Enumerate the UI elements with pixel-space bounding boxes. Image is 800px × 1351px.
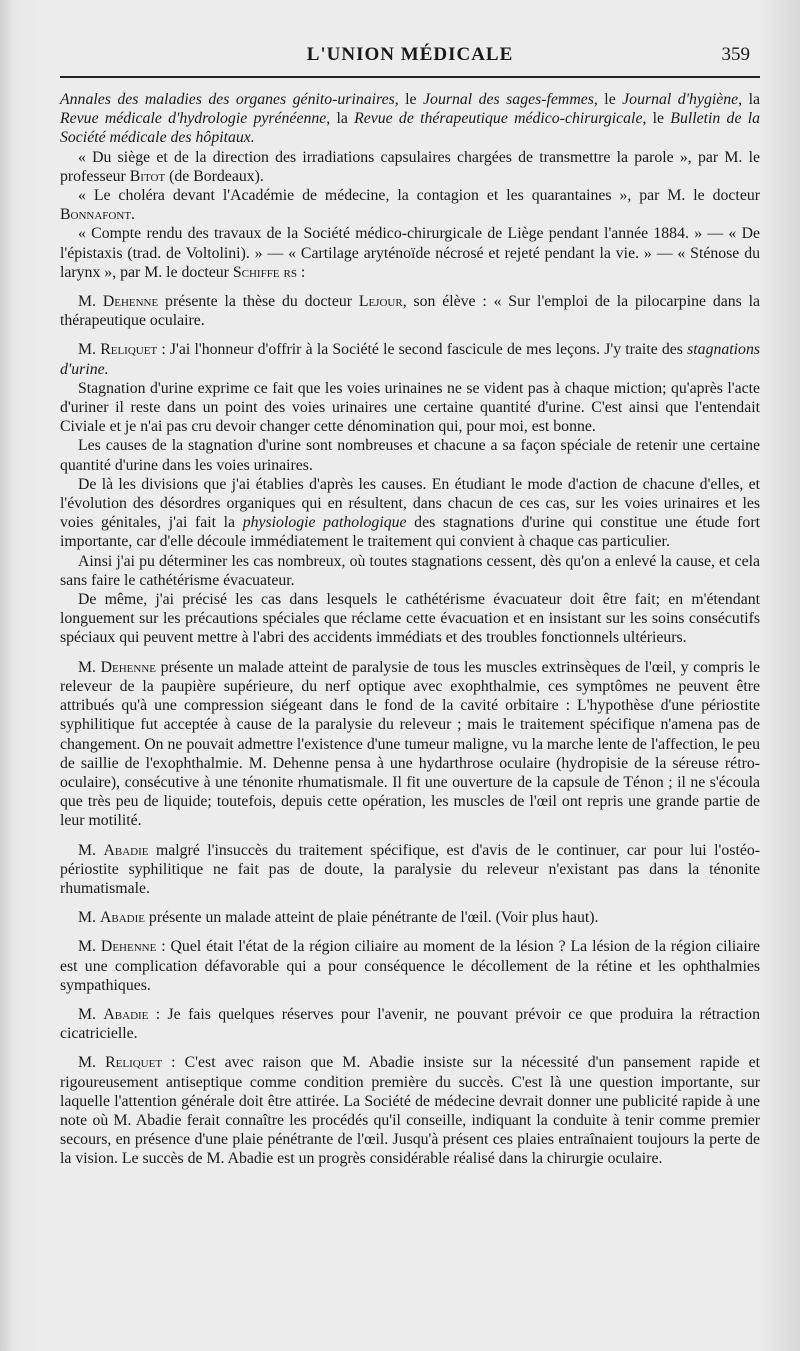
text-run: M. bbox=[78, 658, 101, 676]
text-run: : Quel était l'état de la région ciliaire au moment de la lésion ? La lésion de la région ciliaire est une complication défavorable qui a pour conséquence le décollement de la rétine et les ophthalmies sympathiques. bbox=[60, 938, 760, 994]
text-run: M. bbox=[78, 293, 103, 311]
text-run: « Du siège et de la direction des irradiations capsulaires chargées de transmettre la parole », par M. le professeur bbox=[60, 148, 760, 185]
speaker-name: Schiffe rs bbox=[232, 263, 297, 281]
italic-text: Annales des maladies des organes génito-urinaires bbox=[60, 91, 395, 108]
article-body bbox=[60, 90, 760, 1169]
paragraph bbox=[60, 475, 760, 552]
paragraph bbox=[60, 186, 760, 224]
paragraph bbox=[60, 937, 760, 995]
text-run: . bbox=[131, 206, 135, 224]
text-run: De même, j'ai précisé les cas dans lesquels le cathétérisme évacuateur doit être fait; en m'étendant longuement sur les précautions spéciales que réclame cette évacuation et en insistant sur les soins consécutifs spéciaux qui peuvent mettre à l'abri des accidents immédiats et des troubles fonctionnels ultérieurs. bbox=[60, 591, 760, 647]
text-run: Les causes de la stagnation d'urine sont nombreuses et chacune a sa façon spéciale de retenir une certaine quantité d'urine dans les voies urinaires. bbox=[60, 437, 760, 474]
text-run: (de Bordeaux). bbox=[165, 167, 264, 185]
text-run: , le bbox=[394, 91, 424, 108]
text-run: « Le choléra devant l'Académie de médecine, la contagion et les quarantaines », par M. le docteur bbox=[78, 187, 760, 205]
paragraph bbox=[60, 340, 760, 378]
speaker-name: Reliquet bbox=[100, 341, 158, 359]
text-run: malgré l'insuccès du traitement spécifique, est d'avis de le continuer, car pour lui l'ostéo-périostite syphilitique ne fait pas de doute, la paralysie du releveur n'existant pas dans la ténonite rhumatismale. bbox=[60, 841, 761, 897]
italic-text: Revue de thérapeutique médico-chirurgicale bbox=[354, 110, 643, 128]
paragraph bbox=[60, 552, 760, 590]
text-run: M. bbox=[78, 909, 100, 927]
text-run: : C'est avec raison que M. Abadie insiste sur la nécessité d'un pansement rapide et rigoureusement antiseptique comme condition première du succès. C'est là une question importante, sur laquelle l'attention générale doit être attirée. La Société de médecine devrait donner une publicité rapide à une note où M. Abadie ferait connaître les procédés qu'il conseille, indiquant la conduite à tenir comme premier secours, en présence d'une plaie pénétrante de l'œil. Jusqu'à présent ces plaies entraînaient toujours la perte de la vision. Le succès de M. Abadie est un progrès considérable réalisé dans la chirurgie oculaire. bbox=[60, 1054, 760, 1168]
text-run: M. bbox=[78, 841, 104, 859]
text-run: , le bbox=[593, 91, 623, 108]
paragraph bbox=[60, 908, 760, 927]
paragraph bbox=[60, 224, 760, 282]
speaker-name: Reliquet bbox=[105, 1054, 163, 1072]
speaker-name: Dehenne bbox=[100, 658, 156, 676]
text-run: : J'ai l'honneur d'offrir à la Société le second fascicule de mes leçons. J'y traite des bbox=[157, 341, 688, 359]
paragraph bbox=[60, 590, 760, 648]
speaker-name: Bonnafont bbox=[60, 206, 132, 224]
paragraph bbox=[60, 658, 760, 831]
text-run: présente un malade atteint de paralysie de tous les muscles extrinsèques de l'œil, y compris le releveur de la paupière supérieure, du nerf optique avec exophthalmie, ces symptômes ne peuvent être attribués qu'à une compression siégeant dans le fond de la cavité orbitaire : L'hypothèse d'une périostite syphilitique fut acceptée à cause de la paralysie du releveur ; mais le traitement spécifique n'amena pas de changement. On ne pouvait admettre l'existence d'une tumeur maligne, vu la marche lente de l'affection, le peu de saillie de l'exophthalmie. M. Dehenne pensa à une hydarthrose oculaire (hydropisie de la séreuse rétro-oculaire), consécutive à une ténonite rhumatismale. Il fit une ouverture de la capsule de Ténon ; il ne s'écoula que très peu de liquide; toutefois, depuis cette opération, les muscles de l'œil ont repris une grande partie de leur motilité. bbox=[60, 658, 760, 830]
text-run: présente un malade atteint de plaie pénétrante de l'œil. (Voir plus haut). bbox=[144, 909, 599, 927]
italic-text: physiologie pathologique bbox=[242, 514, 407, 532]
paragraph bbox=[60, 1053, 760, 1168]
text-run: : bbox=[296, 263, 306, 281]
italic-text: stagnations d'urine. bbox=[60, 341, 760, 378]
speaker-name: Abadie bbox=[103, 1005, 149, 1023]
text-run: présente la thèse du docteur bbox=[158, 293, 359, 311]
speaker-name: Dehenne bbox=[102, 293, 159, 311]
text-run: , son élève : « Sur l'emploi de la pilocarpine dans la thérapeutique oculaire. bbox=[60, 293, 760, 330]
text-run: , la bbox=[326, 110, 355, 128]
speaker-name: Abadie bbox=[99, 909, 145, 927]
text-run: M. bbox=[78, 341, 101, 359]
text-run: M. bbox=[78, 938, 101, 956]
text-run: De là les divisions que j'ai établies d'après les causes. En étudiant le mode d'action de chacune d'elles, et l'évolution des désordres organiques qui en résultent, dans chacun de ces cas, sur les voies urinaires et les voies génitales, j'ai fait la bbox=[60, 475, 760, 532]
text-run: Ainsi j'ai pu déterminer les cas nombreux, où toutes stagnations cessent, dès qu'on a enlevé la cause, et cela sans faire le cathétérisme évacuateur. bbox=[60, 552, 760, 589]
paragraph bbox=[60, 379, 760, 437]
speaker-name: Lejour bbox=[358, 293, 403, 311]
paragraph bbox=[60, 292, 760, 330]
header-rule bbox=[60, 76, 760, 78]
text-run: M. bbox=[78, 1054, 106, 1072]
page-header bbox=[60, 44, 760, 74]
running-title: L'UNION MÉDICALE bbox=[306, 44, 514, 65]
text-run: : Je fais quelques réserves pour l'avenir, ne pouvant prévoir ce que produira la rétraction cicatricielle. bbox=[60, 1005, 760, 1043]
text-run: « Compte rendu des travaux de la Société médico-chirurgicale de Liège pendant l'année 1884. » — « De l'épistaxis (trad. de Voltolini). » — « Cartilage aryténoïde nécrosé et rejeté pendant la vie. » — « Sténose du larynx », par M. le docteur bbox=[60, 225, 760, 281]
text-run: Stagnation d'urine exprime ce fait que les voies urinaines ne se vident pas à chaque miction; qu'après l'acte d'uriner il reste dans un point des voies urinaires une certaine quantité d'urine. C'est ainsi que l'entendait Civiale et je n'ai pas cru devoir changer cette dénomination qui, pour moi, est bonne. bbox=[60, 379, 760, 436]
italic-text: Revue médicale d'hydrologie pyrénéenne bbox=[60, 110, 327, 128]
paragraph bbox=[60, 1005, 760, 1043]
paragraph bbox=[60, 90, 760, 148]
italic-text: Bulletin de la Société médicale des hôpitaux. bbox=[60, 110, 760, 147]
page-number: 359 bbox=[721, 44, 750, 65]
text-run: , la bbox=[738, 91, 760, 108]
italic-text: Journal d'hygiène bbox=[622, 91, 739, 108]
speaker-name: Dehenne bbox=[100, 938, 157, 956]
text-run: M. bbox=[78, 1005, 104, 1023]
paragraph bbox=[60, 841, 760, 899]
paragraph bbox=[60, 148, 760, 186]
text-run: , le bbox=[642, 110, 671, 128]
italic-text: Journal des sages-femmes bbox=[423, 91, 594, 108]
text-run: des stagnations d'urine qui constitue une étude fort importante, car d'elle découle immédiatement le traitement qui convient à chaque cas particulier. bbox=[60, 514, 760, 551]
speaker-name: Bitot bbox=[129, 167, 166, 185]
paragraph bbox=[60, 436, 760, 474]
speaker-name: Abadie bbox=[103, 841, 149, 859]
